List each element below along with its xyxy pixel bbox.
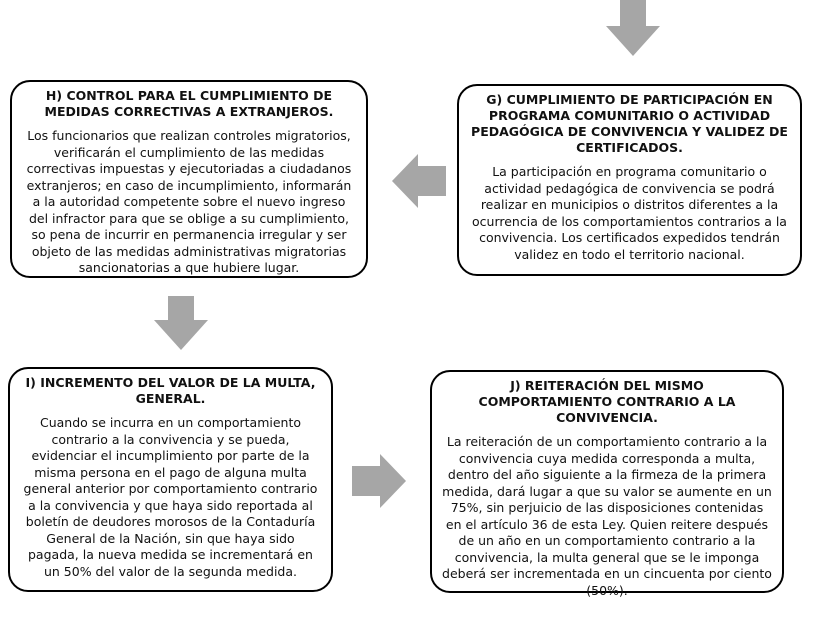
box-h-control-extranjeros xyxy=(10,80,368,278)
arrow-right xyxy=(350,452,408,510)
arrow-down-middle xyxy=(152,296,210,352)
box-g-title: G) CUMPLIMIENTO DE PARTICIPACIÓN EN PROGRAMA COMUNITARIO O ACTIVIDAD PEDAGÓGICA DE CONVIVENCIA Y VALIDEZ DE CERTIFICADOS. xyxy=(471,92,788,155)
box-g-body: La participación en programa comunitario o actividad pedagógica de convivencia se podrá realizar en municipios o distritos diferentes a la ocurrencia de los comportamientos contrarios a la convivencia. Los certificados expedidos tendrán validez en todo el territorio nacional. xyxy=(472,164,787,262)
box-g-cumplimiento-participacion xyxy=(457,84,802,276)
box-i-incremento-multa xyxy=(8,367,333,592)
box-i-body: Cuando se incurra en un comportamiento contrario a la convivencia y se pueda, evidenciar el incumplimiento por parte de la misma persona en el pago de alguna multa general anterior por comportamiento contrario a la convivencia y que haya sido reportada al boletín de deudores morosos de la Contaduría General de la Nación, sin que haya sido pagada, la nueva medida se incrementará en un 50% del valor de la segunda medida. xyxy=(23,415,318,579)
box-j-title: J) REITERACIÓN DEL MISMO COMPORTAMIENTO CONTRARIO A LA CONVIVENCIA. xyxy=(478,378,736,425)
arrow-left xyxy=(390,152,448,210)
box-j-body: La reiteración de un comportamiento contrario a la convivencia cuya medida corresponda a multa, dentro del año siguiente a la firmeza de la primera medida, dará lugar a que su valor se aumente en un 75%, sin perjuicio de las disposiciones contenidas en el artículo 36 de esta Ley. Quien reitere después de un año en un comportamiento contrario a la convivencia, la multa general que se le imponga deberá ser incrementada en un cincuenta por ciento (50%). xyxy=(442,434,772,598)
box-h-body: Los funcionarios que realizan controles migratorios, verificarán el cumplimiento de las medidas correctivas impuestas y ejecutoriadas a ciudadanos extranjeros; en caso de incumplimiento, informarán a la autoridad competente sobre el nuevo ingreso del infractor para que se oblige a su cumplimiento, so pena de incurrir en permanencia irregular y ser objeto de las medidas administrativas migratorias sancionatorias a que hubiere lugar. xyxy=(26,128,352,275)
arrow-down-top xyxy=(604,0,662,58)
box-j-reiteracion-comportamiento xyxy=(430,370,784,598)
box-i-title: I) INCREMENTO DEL VALOR DE LA MULTA, GENERAL. xyxy=(25,375,316,406)
box-h-title: H) CONTROL PARA EL CUMPLIMIENTO DE MEDIDAS CORRECTIVAS A EXTRANJEROS. xyxy=(44,88,334,119)
